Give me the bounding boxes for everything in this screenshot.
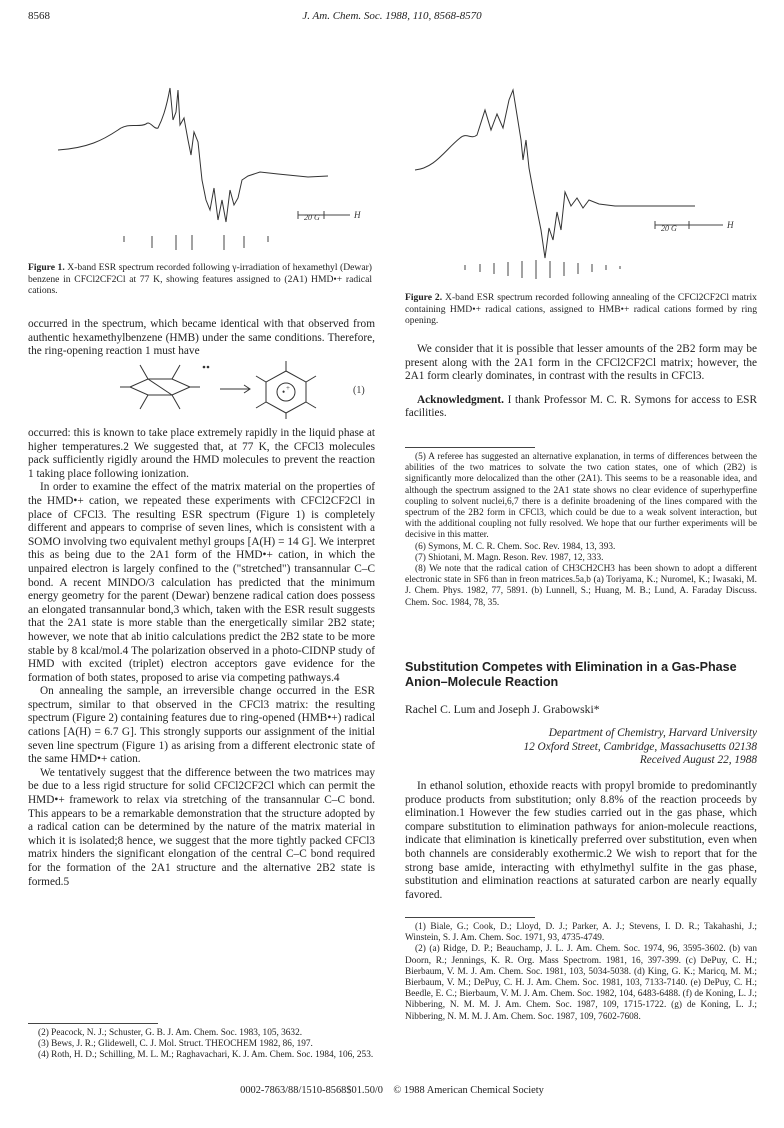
right-references [405, 452, 757, 609]
figure1-caption-label: Figure 1. [28, 262, 65, 273]
article2-affiliation [405, 727, 757, 768]
journal-header: J. Am. Chem. Soc. 1988, 110, 8568-8570 [302, 10, 482, 22]
figure1-caption-text: X-band ESR spectrum recorded following γ-irradiation of hexamethyl (Dewar) benzene in CFCl2CF2Cl at 77 K, showing features assigned to (2A1) HMD•+ radical cations. [28, 262, 372, 297]
left-para-0-container [28, 318, 375, 359]
figure1-axis-label: H [354, 210, 361, 220]
svg-text:•: • [282, 387, 286, 397]
acknowledgment-label: Acknowledgment. [417, 393, 504, 406]
article2-ref-1: (1) Biale, G.; Cook, D.; Lloyd, D. J.; Parker, A. J.; Stevens, I. D. R.; Takahashi, J.; Winstein, S. J. Am. Chem. Soc. 1971, 93, 4735-4749. [405, 922, 757, 944]
article2-received: Received August 22, 1988 [639, 754, 757, 767]
article2-authors: Rachel C. Lum and Joseph J. Grabowski* [405, 703, 600, 716]
article2-ref-2: (2) (a) Ridge, D. P.; Beauchamp, J. L. J. Am. Chem. Soc. 1974, 96, 3595-3602. (b) van Doorn, R.; Jennings, K. R. Org. Mass Spectrom. 1981, 16, 397-399. (c) DePuy, C. H.; Bierbaum, V. M. J. Am. Chem. Soc. 1981, 103, 5034-5038. (d) King, G. K.; Maricq, M. M.; Bierbaum, V. M.; DePuy, C. H. J. Am. Chem. Soc. 1981, 103, 7133-7140. (e) DePuy, C. H.; Beedle, E. C.; Bierbaum, V. M. J. Am. Chem. Soc. 1982, 104, 6483-6488. (f) de Koning, L. J.; Nibbering, N. M. M. J. Am. Chem. Soc. 1987, 109, 1715-1722. (g) de Koning, L. J.; Nibbering, N. M. M. J. Am. Chem. Soc. 1987, 109, 7602-7608. [405, 944, 757, 1022]
figure2-caption-text: X-band ESR spectrum recorded following annealing of the CFCl2CF2Cl matrix containing HMD•+ radical cations, assigned to HMB•+ radical cations formed by ring opening. [405, 292, 757, 327]
page-number: 8568 [28, 10, 50, 22]
page-footer [0, 1085, 784, 1096]
ref-7: (7) Shiotani, M. Magn. Reson. Rev. 1987, 12, 333. [415, 552, 604, 563]
article2-title: Substitution Competes with Elimination in a Gas-Phase Anion–Molecule Reaction [405, 660, 737, 689]
left-para-0: occurred in the spectrum, which became identical with that observed from authentic hexamethylbenzene (HMB) under the same conditions. Therefore, the ring-opening reaction 1 must have [28, 318, 375, 358]
article2-body [405, 780, 757, 902]
reaction-number: (1) [353, 385, 365, 396]
right-para-1: We consider that it is possible that lesser amounts of the 2B2 form may be present along with the 2A1 form in the CFCl2CF2Cl matrix; however, the 2A1 form clearly dominates, in contrast with the results in CFCl3. [405, 343, 757, 383]
article2-body-para: In ethanol solution, ethoxide reacts with propyl bromide to predominantly produce products from substitution; only 8.8% of the reaction proceeds by elimination.1 However the few studies carried out in the gas phase, which compare substitution to elimination pathways for anion-molecule reactions, indicate that elimination is kinetically preferred over substitution, even when both channels are considerably exothermic.2 We wish to report that for the strong base amide, interacting with ethylmethyl sulfite in the gas phase, substitution and elimination reactions at saturated carbon are nearly equally favored. [405, 780, 757, 901]
ref-8: (8) We note that the radical cation of CH3CH2CH3 has been shown to adopt a different electronic state in SF6 than in freon matrices.5a,b (a) Toriyama, K.; Nuromel, K.; Iwasaki, M. J. Chem. Phys. 1982, 77, 5891. (b) Lunnell, S.; Huang, M. B.; Lund, A. Faraday Discuss. Chem. Soc. 1984, 78, 35. [405, 564, 757, 608]
left-refs-rule [28, 1023, 158, 1024]
figure2-scale-label: 20 G [661, 224, 677, 233]
left-references [28, 1028, 375, 1062]
right-refs-rule [405, 447, 535, 448]
left-para-3: On annealing the sample, an irreversible change occurred in the ESR spectrum, similar to that observed in the CFCl3 matrix: the resulting spectrum (Figure 2) containing features due to ring-opened (HMB•+) radical cations [A(H) = 6.7 G]. This strongly supports our assignment of the initial seven line spectrum (Figure 1) as arising from a different electronic state of the same HMD•+ cation. [28, 685, 375, 766]
footer-code: 0002-7863/88/1510-8568$01.50/0 [240, 1085, 384, 1096]
acknowledgment [405, 394, 757, 421]
article2-refs-rule [405, 917, 535, 918]
ref-6: (6) Symons, M. C. R. Chem. Soc. Rev. 1984, 13, 393. [415, 541, 616, 552]
left-para-2: In order to examine the effect of the matrix material on the properties of the HMD•+ cation, we repeated these experiments with CFCl2CF2Cl in place of CFCl3. The resulting ESR spectrum (Figure 1) is completely different and appears to comprise of seven lines, which is consistent with a SOMO involving two equivalent methyl groups [A(H) = 14 G]. We interpret this as being due to the 2A1 form of the HMD•+ cation, in which the unpaired electron is largely confined to the ("stretched") transannular C–C bond. A recent MINDO/3 calculation has predicted that the minimum energy geometry for the parent (Dewar) benzene radical cation does possess an elongated transannular bond,3 which, taken with the ESR result suggests that the 2A1 state is more stable than the energetically similar 2B2 state; however, we note that ab initio calculations predict the 2B2 state to be more stable by 8 kcal/mol.4 The polarization observed in a photo-CIDNP study of HMD with excited (triplet) electron acceptors gave evidence for the formation of both states, proposed to arise via competing pathways.4 [28, 481, 375, 684]
svg-text:+: + [286, 384, 290, 392]
ref-4: (4) Roth, H. D.; Schilling, M. L. M.; Raghavachari, K. J. Am. Chem. Soc. 1984, 106, 253. [38, 1050, 374, 1061]
acknowledgment-text: I thank Professor M. C. R. Symons for access to ESR facilities. [405, 393, 757, 420]
article2-affil-line1: Department of Chemistry, Harvard University [548, 727, 757, 739]
left-para-1: occurred: this is known to take place extremely rapidly in the liquid phase at higher temperatures.2 We suggested that, at 77 K, the CFCl3 molecules pack sufficiently rigidly around the HMD molecules to prevent the reaction 1 taking place following ionization. [28, 427, 375, 480]
reaction-scheme [120, 357, 380, 419]
figure1-caption [28, 262, 372, 297]
article2-affil-line2: 12 Oxford Street, Cambridge, Massachusetts 02138 [523, 740, 757, 753]
ref-3: (3) Bews, J. R.; Glidewell, C. J. Mol. Struct. THEOCHEM 1982, 86, 197. [38, 1039, 313, 1050]
left-para-4: We tentatively suggest that the difference between the two matrices may be due to a less rigid structure for solid CFCl2CF2Cl which can permit the HMD•+ framework to relax via stretching of the transannular C–C bond. This appears to be a remarkable demonstration that the structure adopted by a radical cation can be determined by the nature of the matrix material in which it is isolated;8 hence, we suggest that the more tightly packed CFCl3 matrix hinders the significant elongation of the central C–C bond required for the formation of the 2A1 structure and the alternative 2B2 state is formed.5 [28, 766, 375, 888]
figure2-axis-label: H [727, 220, 734, 230]
figure2-esr-spectrum [405, 80, 765, 285]
figure2-caption-label: Figure 2. [405, 292, 443, 303]
ref-2: (2) Peacock, N. J.; Schuster, G. B. J. Am. Chem. Soc. 1983, 105, 3632. [38, 1028, 303, 1038]
footer-copyright: © 1988 American Chemical Society [393, 1085, 544, 1096]
figure1-esr-spectrum [28, 80, 388, 255]
ref-5: (5) A referee has suggested an alternative explanation, in terms of differences between the abilities of the two matrices to solvate the two cation states, one of which (2B2) is significantly more delocalized than the other (2A1). This seems to be a reasonable idea, and although the spectrum assigned to the 2A1 state shows no clear evidence of superhyperfine coupling to solvent nuclei,6,7 there is a definite broadening of the lines compared with the spectrum of the 2B2 form in CFCl3, which could be due to a weak solvent interaction, but with the additional coupling not fully resolved. We hope that our further experiments will be decisive in this matter. [405, 452, 757, 541]
article2-references [405, 922, 757, 1023]
figure2-caption [405, 292, 757, 327]
right-text-body [405, 343, 757, 421]
left-text-body [28, 427, 375, 889]
figure1-scale-label: 20 G [304, 213, 320, 222]
